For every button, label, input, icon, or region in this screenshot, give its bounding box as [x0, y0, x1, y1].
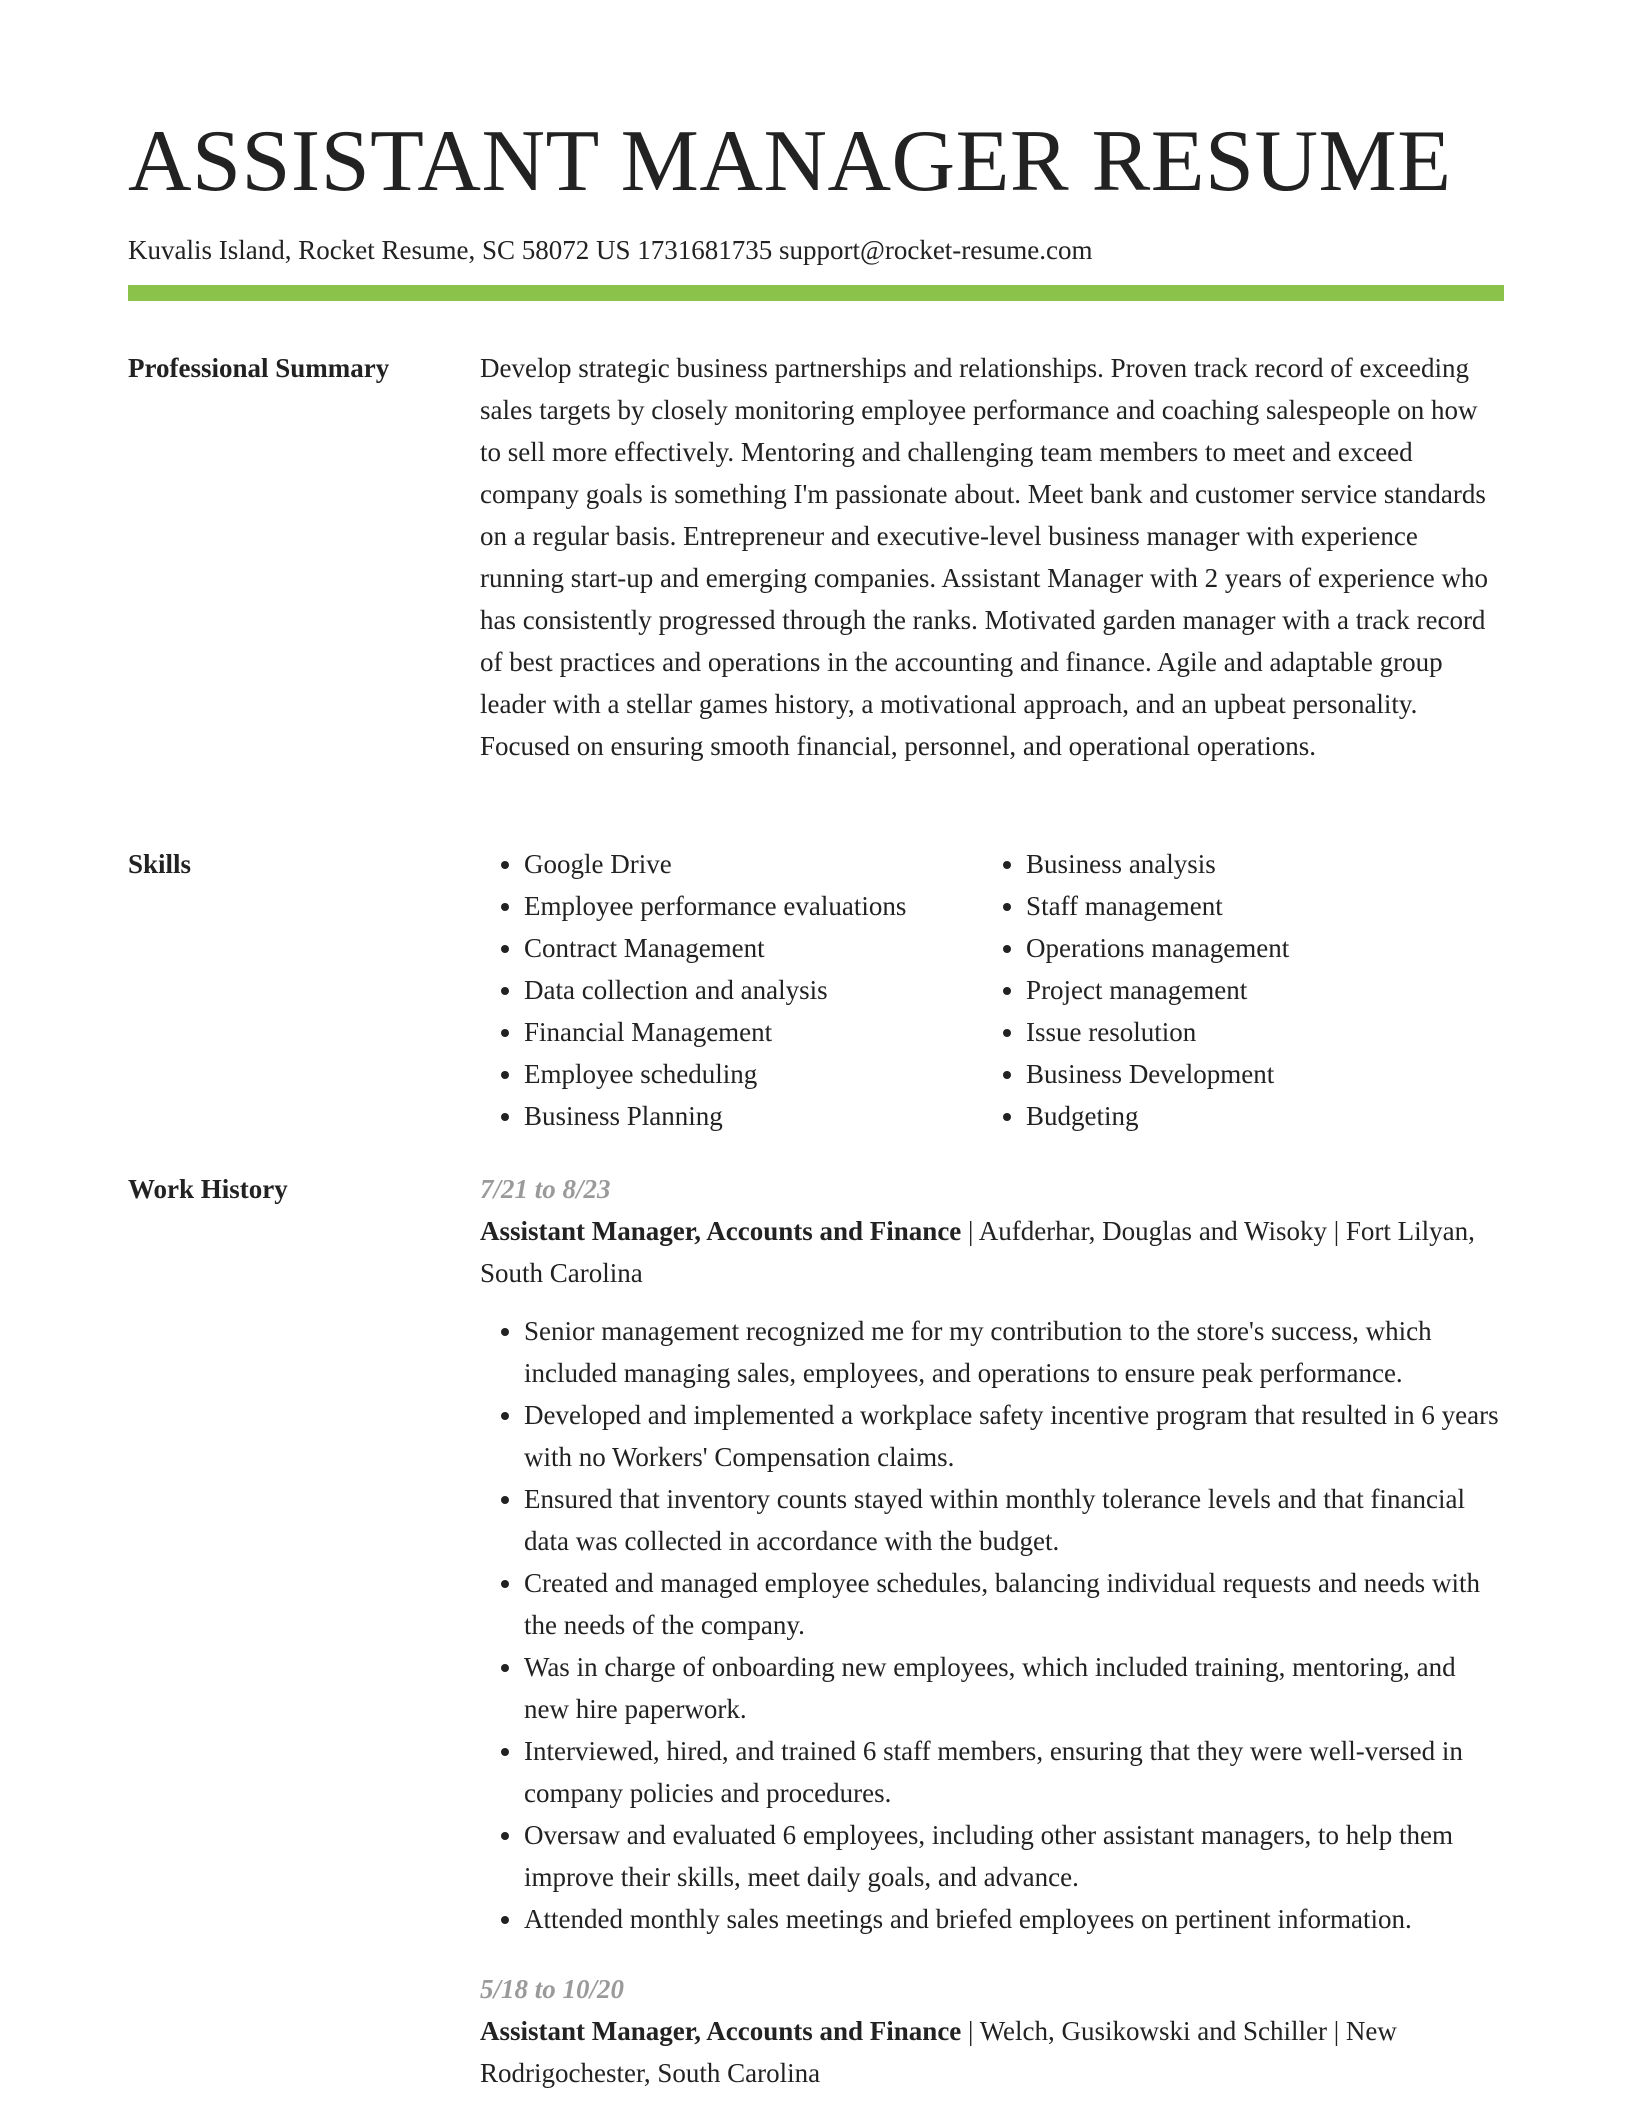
- job-bullet: • Attended monthly sales meetings and briefed employees on pertinent information.: [524, 1898, 1504, 1940]
- job-bullet: • Senior management recognized me for my contribution to the store's success, which included managing sales, employees, and operations to ensure peak performance.: [524, 1310, 1504, 1394]
- skill-item: • Contract Management: [524, 927, 982, 969]
- job-entry: [480, 1968, 1504, 2094]
- skill-item: • Employee scheduling: [524, 1053, 982, 1095]
- skill-item: • Project management: [1026, 969, 1504, 1011]
- skill-item: • Issue resolution: [1026, 1011, 1504, 1053]
- summary-heading: Professional Summary: [128, 353, 390, 383]
- resume-title: ASSISTANT MANAGER RESUME: [128, 113, 1452, 210]
- job-dates: 5/18 to 10/20: [480, 1974, 625, 2004]
- summary-text: Develop strategic business partnerships and relationships. Proven track record of exceeding sales targets by closely monitoring employee performance and coaching salespeople on how to sell more effectively. Mentoring and challenging team members to meet and exceed company goals is something I'm passionate about. Meet bank and customer service standards on a regular basis. Entrepreneur and executive-level business manager with experience running start-up and emerging companies. Assistant Manager with 2 years of experience who has consistently progressed through the ranks. Motivated garden manager with a track record of best practices and operations in the accounting and finance. Agile and adaptable group leader with a stellar games history, a motivational approach, and an upbeat personality. Focused on ensuring smooth financial, personnel, and operational operations.: [480, 353, 1488, 761]
- skill-item: • Operations management: [1026, 927, 1504, 969]
- skill-item: • Google Drive: [524, 843, 982, 885]
- job-bullet: • Created and managed employee schedules, balancing individual requests and needs with the needs of the company.: [524, 1562, 1504, 1646]
- skill-item: • Business Planning: [524, 1095, 982, 1137]
- job-bullet: • Oversaw and evaluated 6 employees, including other assistant managers, to help them improve their skills, meet daily goals, and advance.: [524, 1814, 1504, 1898]
- skill-item: • Staff management: [1026, 885, 1504, 927]
- job-title: Assistant Manager, Accounts and Finance: [480, 2016, 962, 2046]
- skill-item: • Business Development: [1026, 1053, 1504, 1095]
- job-entry: [480, 1168, 1504, 1940]
- job-dates: 7/21 to 8/23: [480, 1174, 611, 1204]
- skill-item: • Employee performance evaluations: [524, 885, 982, 927]
- job-header: [480, 2010, 1504, 2094]
- accent-divider: [128, 285, 1504, 301]
- skill-item: • Budgeting: [1026, 1095, 1504, 1137]
- work-history-body: [480, 1168, 1504, 2094]
- skill-item: • Data collection and analysis: [524, 969, 982, 1011]
- work-history-heading: Work History: [128, 1174, 288, 1204]
- job-responsibilities: [480, 1310, 1504, 1940]
- skill-item: • Business analysis: [1026, 843, 1504, 885]
- skills-heading: Skills: [128, 849, 192, 879]
- job-bullet: • Was in charge of onboarding new employees, which included training, mentoring, and new hire paperwork.: [524, 1646, 1504, 1730]
- contact-line: Kuvalis Island, Rocket Resume, SC 58072 US 1731681735 support@rocket-resume.com: [128, 235, 1093, 265]
- job-company-location: | Aufderhar, Douglas and Wisoky | Fort Lilyan, South Carolina: [480, 1216, 1475, 1288]
- job-bullet: • Interviewed, hired, and trained 6 staff members, ensuring that they were well-versed in company policies and procedures.: [524, 1730, 1504, 1814]
- job-company-location: | Welch, Gusikowski and Schiller | New Rodrigochester, South Carolina: [480, 2016, 1397, 2088]
- job-title: Assistant Manager, Accounts and Finance: [480, 1216, 962, 1246]
- summary-body: [480, 347, 1504, 767]
- skill-item: • Financial Management: [524, 1011, 982, 1053]
- job-bullet: • Ensured that inventory counts stayed within monthly tolerance levels and that financial data was collected in accordance with the budget.: [524, 1478, 1504, 1562]
- skills-column-2: [982, 843, 1504, 1137]
- skills-list: [480, 843, 1504, 1137]
- job-header: [480, 1210, 1504, 1294]
- job-bullet: • Developed and implemented a workplace safety incentive program that resulted in 6 years with no Workers' Compensation claims.: [524, 1394, 1504, 1478]
- skills-column-1: [480, 843, 982, 1137]
